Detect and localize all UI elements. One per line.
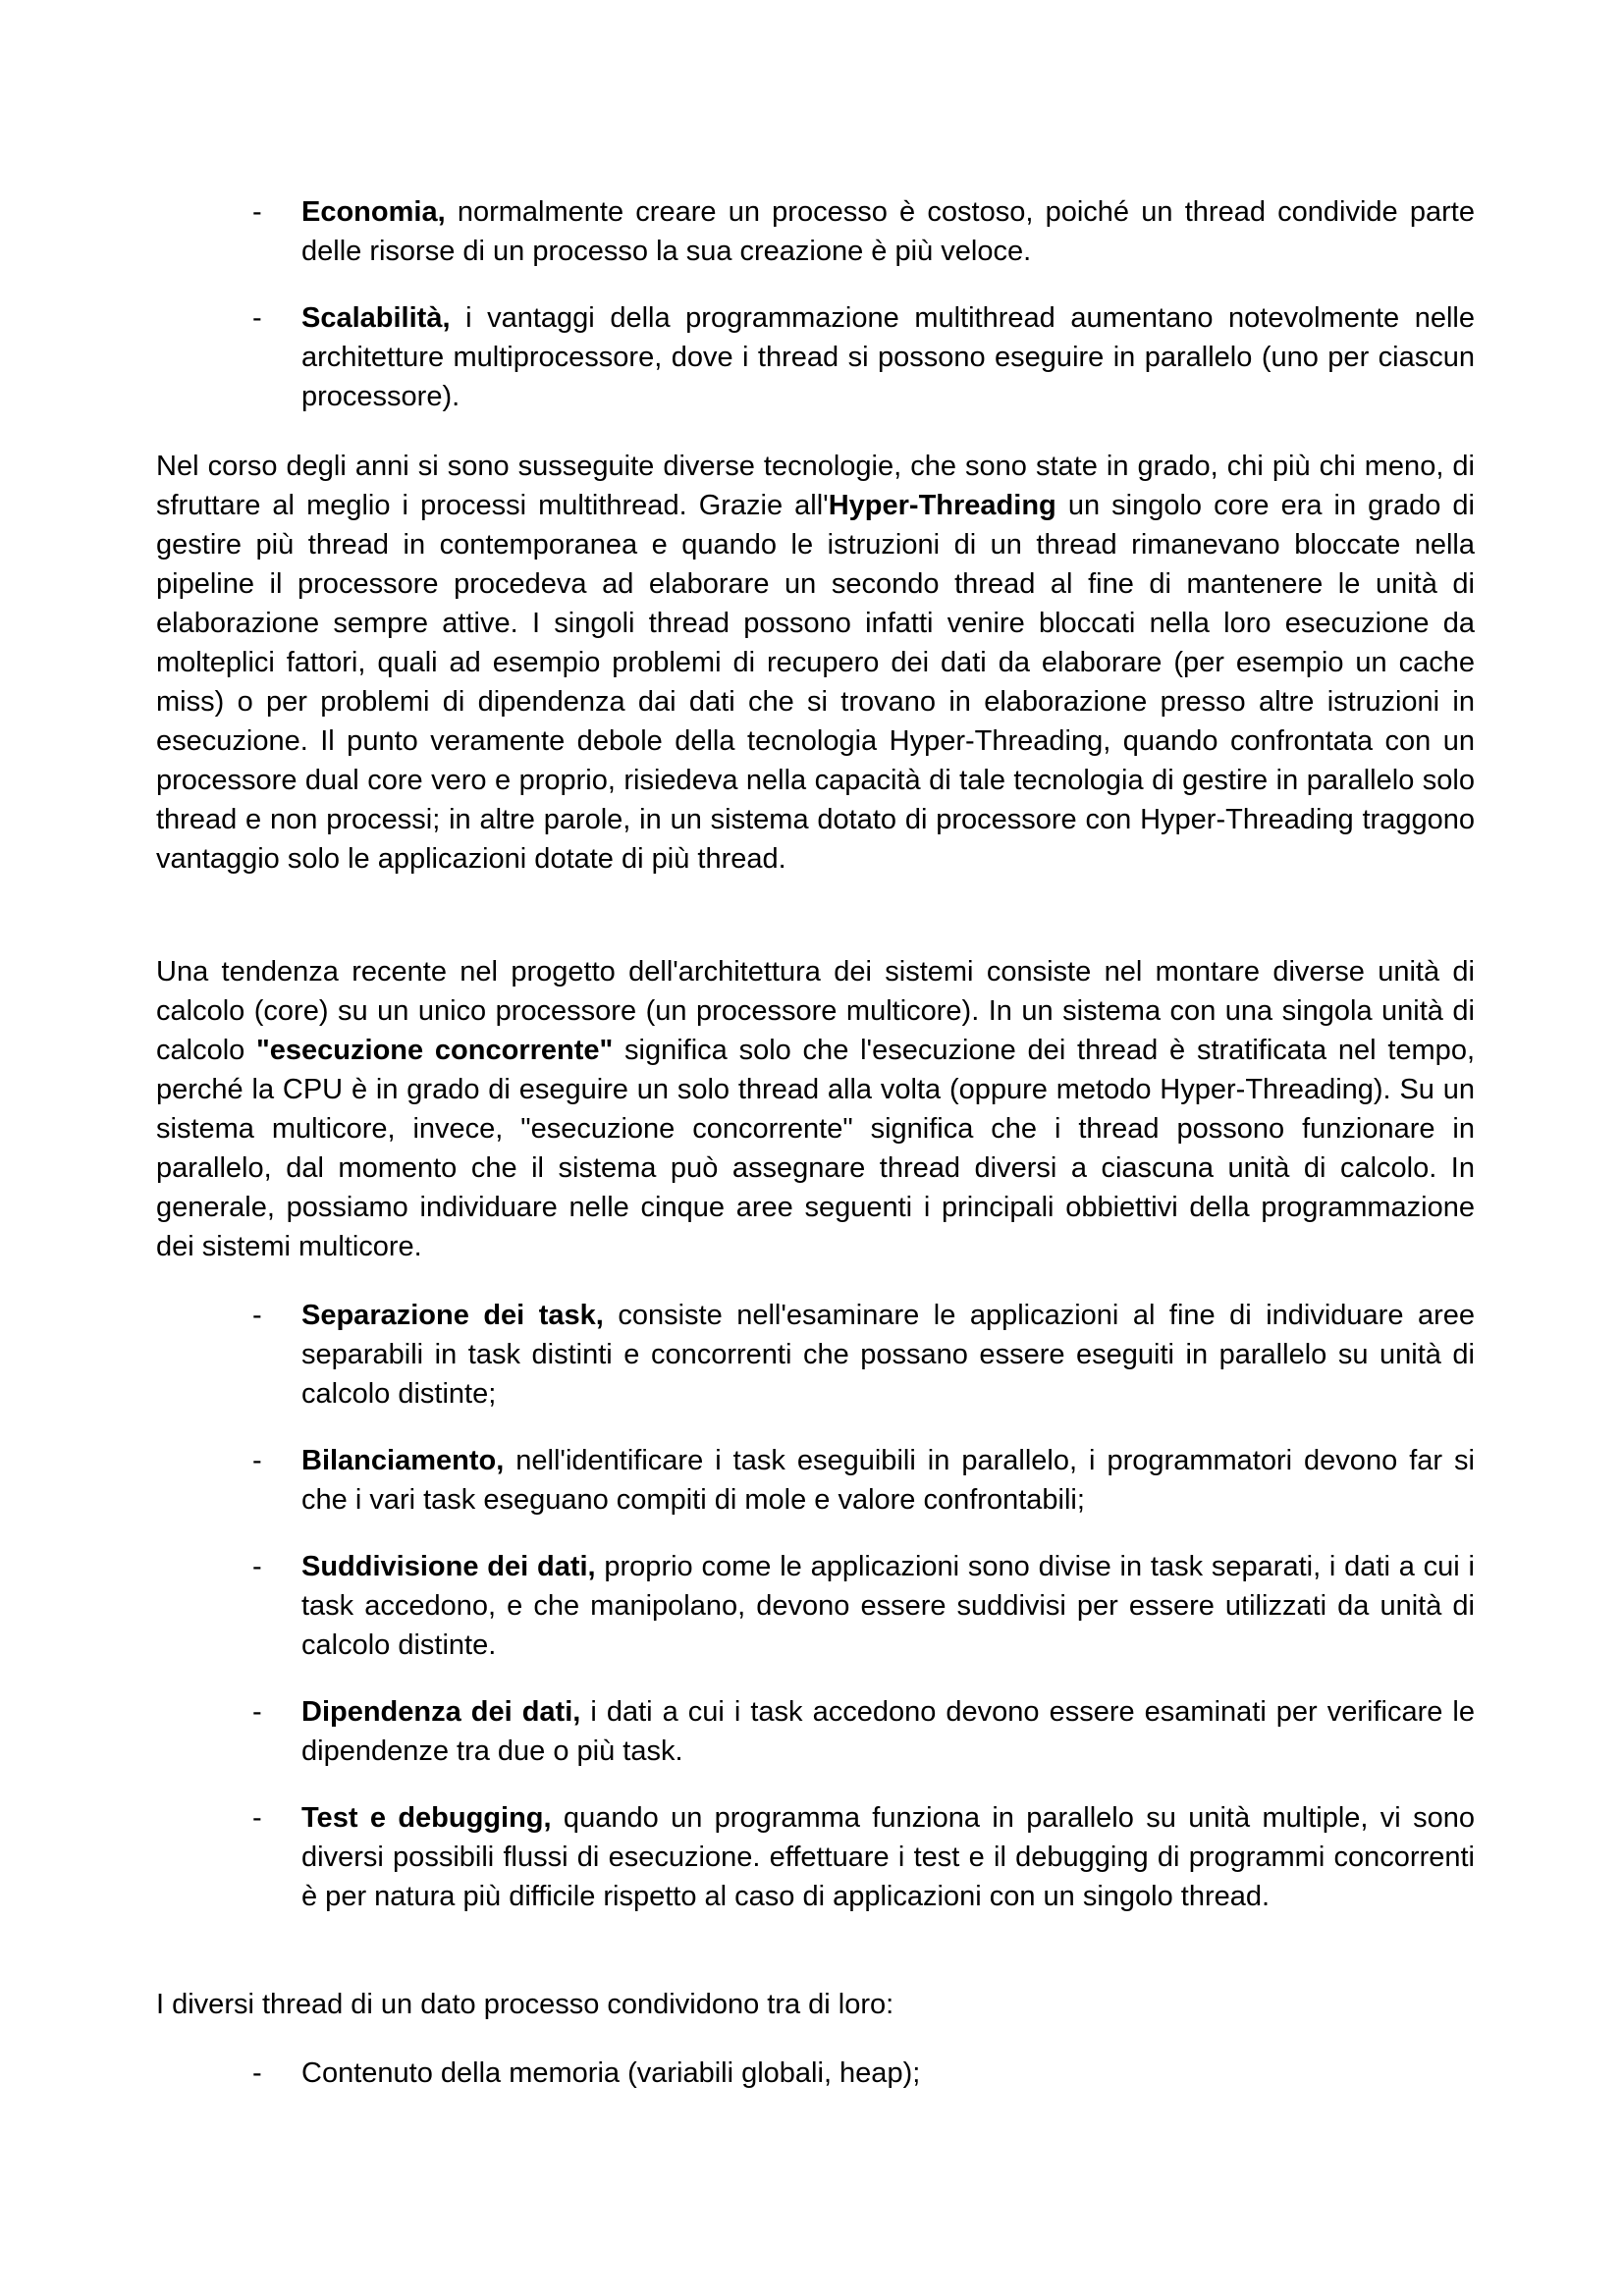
list-item-memoria	[252, 2054, 1475, 2093]
item-text: Contenuto della memoria (variabili globali, heap);	[301, 2057, 921, 2089]
item-text: consiste nell'esaminare le applicazioni al fine di individuare aree separabili in task distinti e concorrenti che possano essere eseguiti in parallelo su unità di calcolo distinte;	[301, 1300, 1475, 1410]
paragraph-bold: "esecuzione concorrente"	[256, 1035, 614, 1066]
bullet-dash: -	[252, 1551, 262, 1582]
item-term: Dipendenza dei dati,	[301, 1696, 581, 1728]
paragraph-hyper-threading	[156, 447, 1475, 879]
item-term: Bilanciamento,	[301, 1445, 505, 1476]
bullet-dash: -	[252, 1802, 262, 1834]
item-term: Separazione dei task,	[301, 1300, 604, 1331]
list-item-test-debugging	[252, 1798, 1475, 1916]
bullet-dash: -	[252, 1696, 262, 1728]
paragraph-shared-resources	[156, 1985, 1475, 2024]
list-item-bilanciamento	[252, 1441, 1475, 1520]
item-term: Economia,	[301, 196, 446, 228]
list-item-economia	[252, 192, 1475, 271]
paragraph-text: Una tendenza recente nel progetto dell'architettura dei sistemi consiste nel montare diverse unità di calcolo (core) su un unico processore (un processore multicore). In un sistema con una singola unità di calcolo	[156, 956, 1475, 1066]
item-term: Test e debugging,	[301, 1802, 552, 1834]
bullet-dash: -	[252, 196, 262, 228]
item-text: i dati a cui i task accedono devono essere esaminati per verificare le dipendenze tra due o più task.	[301, 1696, 1475, 1767]
list-item-dipendenza	[252, 1692, 1475, 1771]
paragraph-bold: Hyper-Threading	[828, 490, 1056, 521]
item-text: i vantaggi della programmazione multithread aumentano notevolmente nelle architetture multiprocessore, dove i thread si possono eseguire in parallelo (uno per ciascun processore).	[301, 302, 1475, 412]
item-text: quando un programma funziona in parallelo su unità multiple, vi sono diversi possibili flussi di esecuzione. effettuare i test e il debugging di programmi concorrenti è per natura più difficile rispetto al caso di applicazioni con un singolo thread.	[301, 1802, 1475, 1912]
list-item-separazione	[252, 1296, 1475, 1414]
bullet-dash: -	[252, 1445, 262, 1476]
item-text: proprio come le applicazioni sono divise in task separati, i dati a cui i task accedono, e che manipolano, devono essere suddivisi per essere utilizzati da unità di calcolo distinte.	[301, 1551, 1475, 1661]
paragraph-text: Nel corso degli anni si sono susseguite diverse tecnologie, che sono state in grado, chi più chi meno, di sfruttare al meglio i processi multithread. Grazie all'	[156, 451, 1475, 521]
paragraph-multicore	[156, 952, 1475, 1266]
bullet-dash: -	[252, 2057, 262, 2089]
item-term: Scalabilità,	[301, 302, 451, 334]
paragraph-text: significa solo che l'esecuzione dei thread è stratificata nel tempo, perché la CPU è in grado di eseguire un solo thread alla volta (oppure metodo Hyper-Threading). Su un sistema multicore, invece, "esecuzione concorrente" significa che i thread possono funzionare in parallelo, dal momento che il sistema può assegnare thread diversi a ciascuna unità di calcolo. In generale, possiamo individuare nelle cinque aree seguenti i principali obbiettivi della programmazione dei sistemi multicore.	[156, 1035, 1476, 1262]
bullet-dash: -	[252, 1300, 262, 1331]
item-term: Suddivisione dei dati,	[301, 1551, 596, 1582]
paragraph-text: I diversi thread di un dato processo condividono tra di loro:	[156, 1989, 894, 2020]
paragraph-text: un singolo core era in grado di gestire più thread in contemporanea e quando le istruzioni di un thread rimanevano bloccate nella pipeline il processore procedeva ad elaborare un secondo thread al fine di mantenere le unità di elaborazione sempre attive. I singoli thread possono infatti venire bloccati nella loro esecuzione da molteplici fattori, quali ad esempio problemi di recupero dei dati da elaborare (per esempio un cache miss) o per problemi di dipendenza dai dati che si trovano in elaborazione presso altre istruzioni in esecuzione. Il punto veramente debole della tecnologia Hyper-Threading, quando confrontata con un processore dual core vero e proprio, risiedeva nella capacità di tale tecnologia di gestire in parallelo solo thread e non processi; in altre parole, in un sistema dotato di processore con Hyper-Threading traggono vantaggio solo le applicazioni dotate di più thread.	[156, 490, 1475, 875]
list-item-suddivisione	[252, 1547, 1475, 1665]
item-text: nell'identificare i task eseguibili in parallelo, i programmatori devono far si che i vari task eseguano compiti di mole e valore confrontabili;	[301, 1445, 1475, 1516]
item-text: normalmente creare un processo è costoso, poiché un thread condivide parte delle risorse di un processo la sua creazione è più veloce.	[301, 196, 1475, 267]
bullet-dash: -	[252, 302, 262, 334]
list-item-scalabilita	[252, 298, 1475, 416]
